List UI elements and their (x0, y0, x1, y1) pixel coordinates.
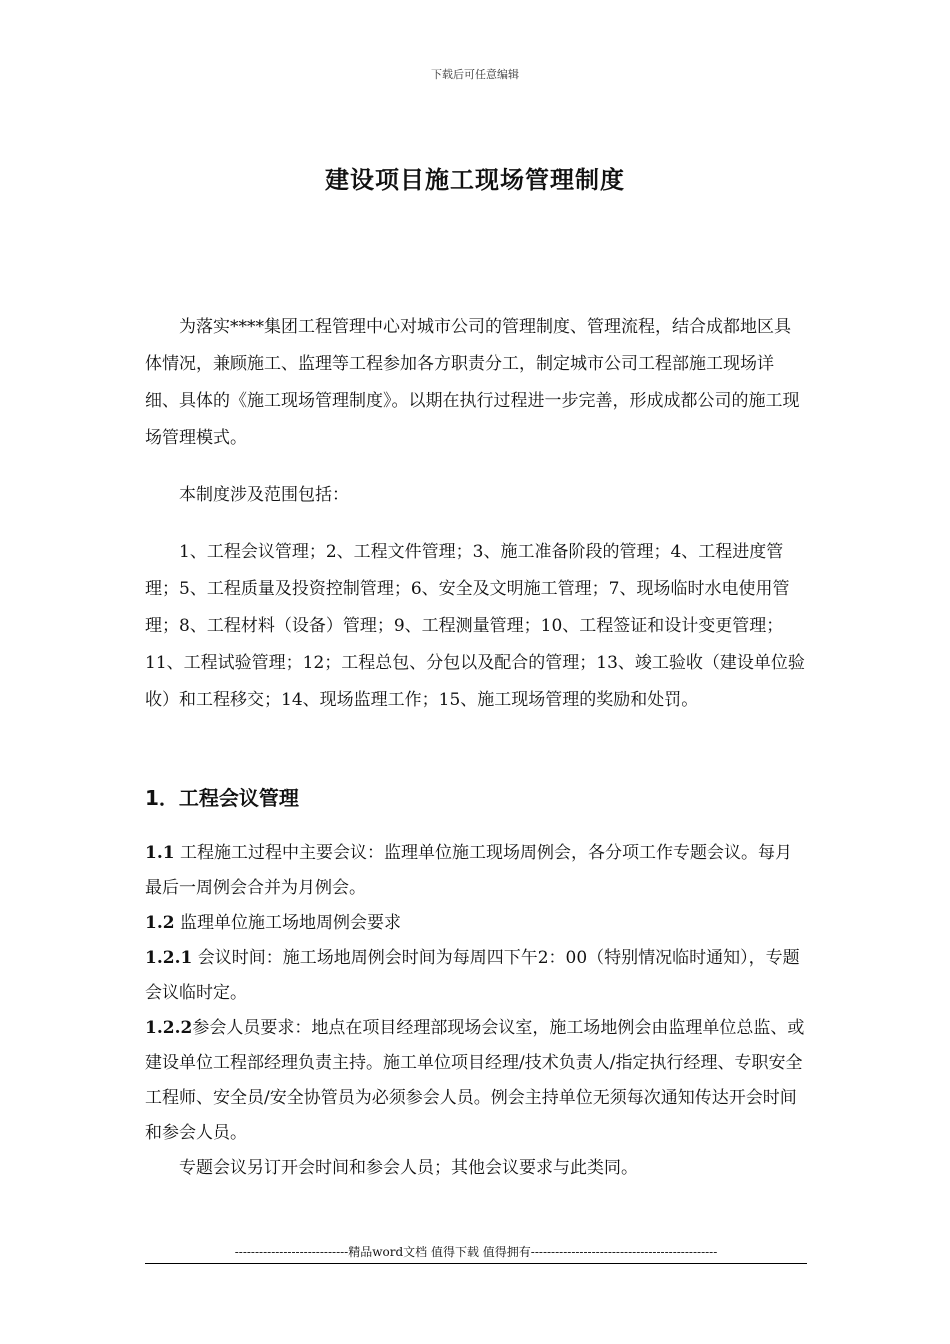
clause-1-2 (145, 906, 807, 941)
scope-list-section (145, 534, 807, 719)
footer-note: ----------------------------精品word文档 值得下载 值得拥有---------------------------------------------- (234, 1245, 718, 1259)
clause-number: 1.1 (145, 843, 175, 863)
section-1-closing: 专题会议另订开会时间和参会人员；其他会议要求与此类同。 (179, 1158, 638, 1178)
section-1-title: 1．工程会议管理 (145, 786, 299, 810)
clause-number: 1.2.1 (145, 948, 193, 968)
intro-section (145, 309, 807, 457)
scope-section (145, 477, 807, 514)
clause-text: 工程施工过程中主要会议：监理单位施工现场周例会，各分项工作专题会议。每月最后一周例会合并为月例会。 (145, 843, 792, 898)
clause-text: 参会人员要求：地点在项目经理部现场会议室，施工场地例会由监理单位总监、或建设单位工程部经理负责主持。施工单位项目经理/技术负责人/指定执行经理、专职安全工程师、安全员/安全协管员为必须参会人员。例会主持单位无须每次通知传达开会时间和参会人员。 (145, 1018, 805, 1143)
clause-1-2-2 (145, 1011, 807, 1151)
document-title: 建设项目施工现场管理制度 (325, 166, 625, 194)
clause-text: 会议时间：施工场地周例会时间为每周四下午2：00（特别情况临时通知），专题会议临时定。 (145, 948, 800, 1003)
clause-number: 1.2.2 (145, 1018, 193, 1038)
intro-paragraph: 为落实****集团工程管理中心对城市公司的管理制度、管理流程，结合成都地区具体情况，兼顾施工、监理等工程参加各方职责分工，制定城市公司工程部施工现场详细、具体的《施工现场管理制度》。以期在执行过程进一步完善，形成成都公司的施工现场管理模式。 (145, 317, 800, 448)
scope-intro: 本制度涉及范围包括： (179, 485, 349, 505)
footer-rule (145, 1263, 807, 1264)
clause-number: 1.2 (145, 913, 175, 933)
header-note: 下载后可任意编辑 (431, 68, 519, 81)
clause-text: 监理单位施工场地周例会要求 (174, 913, 401, 933)
clause-1-1 (145, 836, 807, 906)
scope-list: 1、工程会议管理；2、工程文件管理；3、施工准备阶段的管理；4、工程进度管理；5、工程质量及投资控制管理；6、安全及文明施工管理；7、现场临时水电使用管理；8、工程材料（设备）管理；9、工程测量管理；10、工程签证和设计变更管理；11、工程试验管理；12；工程总包、分包以及配合的管理；13、竣工验收（建设单位验收）和工程移交；14、现场监理工作；15、施工现场管理的奖励和处罚。 (145, 542, 805, 710)
section-1-body (145, 836, 807, 1186)
clause-1-2-1 (145, 941, 807, 1011)
